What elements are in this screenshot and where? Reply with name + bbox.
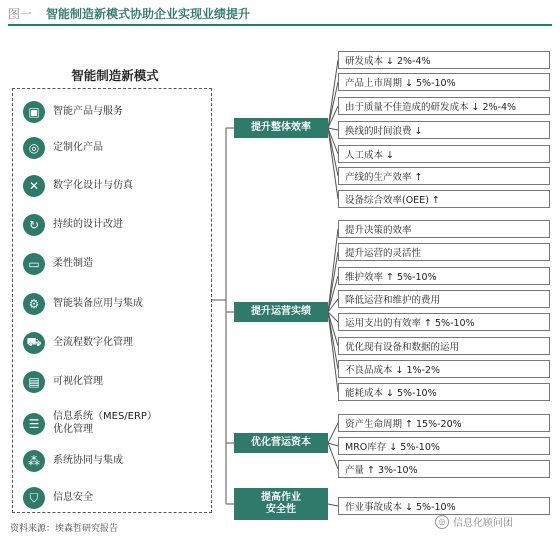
outcome-item: 降低运营和维护的费用 (338, 290, 550, 308)
outcome-item: 资产生命周期 ↑ 15%-20% (338, 414, 550, 432)
category-label: 优化营运资本 (251, 437, 311, 448)
connector (328, 504, 338, 506)
figure-number: 图一 (8, 7, 33, 21)
connector (328, 82, 338, 128)
category-box (234, 302, 328, 322)
smart-product-icon: ▣ (23, 101, 45, 123)
screen-icon: ▤ (23, 371, 45, 393)
outcome-item: 提升运营的灵活性 (338, 243, 550, 261)
category-box (234, 118, 328, 138)
connector (328, 128, 338, 199)
refresh-icon: ↻ (23, 214, 45, 236)
left-heading: 智能制造新模式 (71, 68, 159, 83)
outcome-item: 能耗成本 ↓ 5%-10% (338, 383, 550, 401)
outcome-item: MRO库存 ↓ 5%-10% (338, 437, 550, 455)
outcome-item: 不良品成本 ↓ 1%-2% (338, 360, 550, 378)
outcome-item: 设备综合效率(OEE) ↑ (338, 190, 550, 208)
mode-label-line: 持续的设计改进 (53, 218, 123, 230)
connector (328, 229, 338, 312)
connector (328, 128, 338, 130)
tools-icon: ✕ (23, 175, 45, 197)
mode-label-line: 数字化设计与仿真 (53, 179, 133, 191)
mode-label-line: 信息系统（MES/ERP） (53, 411, 157, 422)
outcome-item: 维护效率 ↑ 5%-10% (338, 267, 550, 285)
gear-icon: ⚙ (23, 293, 45, 315)
connector (328, 423, 338, 443)
mode-label-line: 系统协同与集成 (53, 454, 123, 466)
mode-label-line: 智能产品与服务 (53, 105, 123, 117)
category-box (234, 488, 328, 520)
connector (328, 312, 338, 392)
outcome-item: 人工成本 ↓ (338, 145, 550, 163)
connector (328, 443, 338, 469)
chat-icon: ◎ (435, 515, 449, 529)
target-icon: ◎ (23, 137, 45, 159)
outcome-item: 产品上市周期 ↓ 5%-10% (338, 73, 550, 91)
shield-icon: ⛉ (23, 487, 45, 509)
watermark (435, 514, 513, 529)
truck-icon: ⛟ (23, 332, 45, 354)
category-label: 提升运营实绩 (251, 306, 311, 317)
server-icon: ☰ (23, 413, 45, 435)
outcome-item: 运用支出的有效率 ↑ 5%-10% (338, 313, 550, 331)
outcome-item: 产量 ↑ 3%-10% (338, 460, 550, 478)
network-icon: ⁂ (23, 450, 45, 472)
mode-label-line: 优化管理 (53, 423, 93, 435)
category-label: 安全性 (266, 504, 296, 515)
outcome-item: 研发成本 ↓ 2%-4% (338, 51, 550, 69)
monitor-icon: ▭ (23, 253, 45, 275)
outcome-item: 作业事故成本 ↓ 5%-10% (338, 497, 550, 515)
outcome-item: 换线的时间浪费 ↓ (338, 121, 550, 139)
category-label: 提升整体效率 (251, 122, 311, 133)
outcome-item: 由于质量不佳造成的研发成本 ↓ 2%-4% (338, 97, 550, 115)
figure-title-text: 智能制造新模式协助企业实现业绩提升 (46, 7, 251, 21)
watermark-text: 信息化顾问团 (453, 518, 513, 529)
mode-label-line: 柔性制造 (53, 257, 93, 269)
outcome-item: 产线的生产效率 ↑ (338, 167, 550, 185)
category-box (234, 433, 328, 453)
mode-label-line: 可视化管理 (53, 375, 103, 387)
outcome-item: 提升决策的效率 (338, 220, 550, 238)
mode-label-line: 信息安全 (53, 491, 93, 503)
mode-label-line: 智能装备应用与集成 (53, 297, 143, 309)
outcome-item: 优化现有设备和数据的运用 (338, 337, 550, 355)
category-label: 提高作业 (261, 492, 301, 503)
mode-label-line: 全流程数字化管理 (53, 336, 133, 348)
mode-label-line: 定制化产品 (53, 141, 103, 153)
source-note: 资料来源：埃森哲研究报告 (10, 524, 119, 534)
